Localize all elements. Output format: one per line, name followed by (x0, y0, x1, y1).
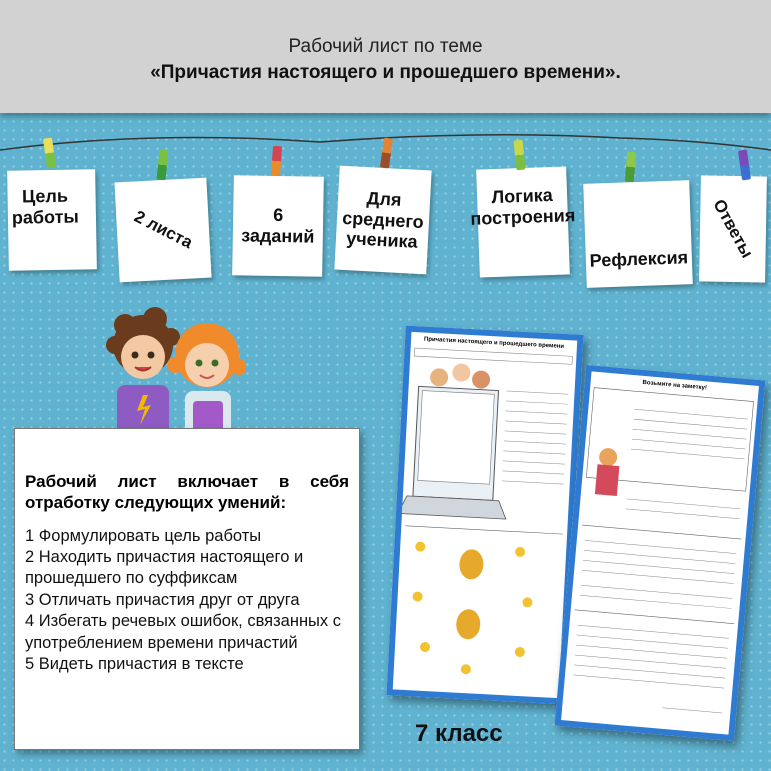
skills-heading: Рабочий лист включает в себя отработку следующих умений: (25, 472, 349, 513)
card-reflection-label: Рефлексия (589, 247, 689, 272)
card-two-sheets (114, 178, 211, 283)
title-line-1: Рабочий лист по теме (288, 36, 483, 57)
worksheet-preview-2 (555, 365, 766, 741)
skill-item: 3 Отличать причастия друг от друга (25, 590, 300, 609)
worksheet-2-title: Возьмите на заметку! (642, 379, 708, 392)
card-six-tasks-label: 6 заданий (241, 205, 315, 247)
skill-item: 1 Формулировать цель работы (25, 526, 262, 545)
card-goal (7, 169, 97, 271)
card-answers (699, 175, 767, 282)
card-two-sheets-label: 2 листа (130, 207, 196, 253)
card-six-tasks (232, 175, 324, 277)
card-average-student-label: Для среднего ученика (341, 188, 425, 253)
skills-info-box (14, 428, 360, 750)
title-line-2: «Причастия настоящего и прошедшего времени». (150, 62, 621, 83)
children-illustration (95, 305, 245, 440)
worksheet-1-title: Причастия настоящего и прошедшего времени (423, 336, 565, 350)
title-banner (0, 0, 771, 113)
worksheet-preview-1 (386, 326, 583, 705)
card-goal-label: Цель работы (11, 185, 79, 228)
card-average-student (334, 166, 431, 275)
card-answers-label: Ответы (709, 196, 758, 262)
skill-item: 5 Видеть причастия в тексте (25, 655, 244, 674)
card-logic (470, 166, 576, 277)
card-logic-label: Логика построения (470, 184, 576, 229)
grade-label: 7 класс (415, 720, 503, 747)
skill-item: 2 Находить причастия настоящего и прошедшего по суффиксам (25, 547, 304, 588)
skill-item: 4 Избегать речевых ошибок, связанных с употреблением времени причастий (25, 612, 342, 652)
worksheet-1-content (393, 346, 577, 694)
worksheet-2-content (562, 385, 758, 728)
card-reflection (583, 180, 693, 288)
